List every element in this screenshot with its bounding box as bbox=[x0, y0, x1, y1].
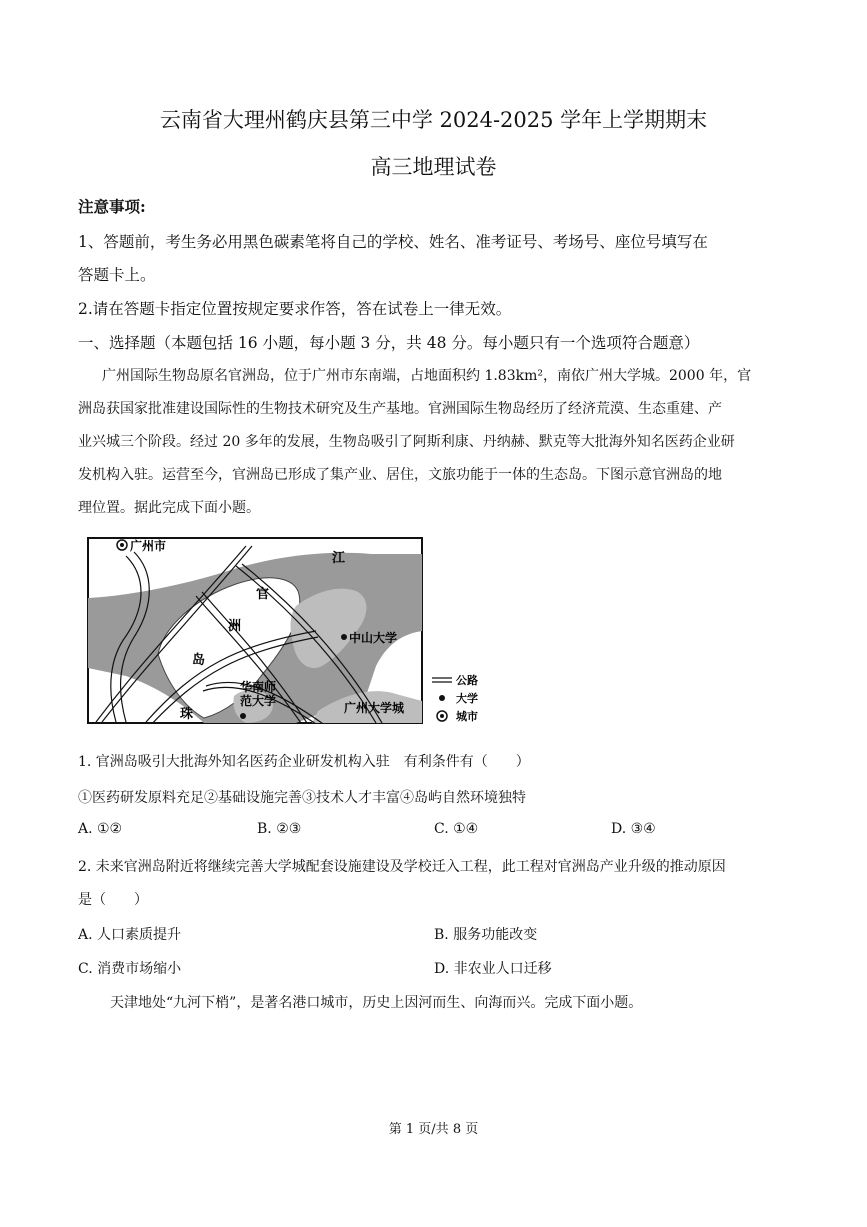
legend-city: 城市 bbox=[456, 710, 478, 723]
notice-heading: 注意事项: bbox=[78, 197, 146, 216]
scnu-dot bbox=[240, 713, 246, 719]
exam-title-line2: 高三地理试卷 bbox=[370, 155, 497, 179]
page-number: 第 1 页/共 8 页 bbox=[388, 1122, 479, 1137]
section1-heading: 一、选择题（本题包括 16 小题，每小题 3 分，共 48 分。每小题只有一个选项符合题意） bbox=[78, 334, 700, 352]
q2-option-c: C. 消费市场缩小 bbox=[78, 961, 182, 977]
legend-university: 大学 bbox=[456, 692, 478, 705]
legend-road: 公路 bbox=[456, 674, 478, 687]
notice-item1-line2: 答题卡上。 bbox=[78, 266, 156, 284]
passage-line-2: 洲岛获国家批准建设国际性的生物技术研究及生产基地。官洲国际生物岛经历了经济荒漠、生态重建、产 bbox=[78, 401, 722, 417]
passage-line-3: 业兴城三个阶段。经过 20 多年的发展，生物岛吸引了阿斯利康、丹纳赫、默克等大批海外知名医药企业研 bbox=[78, 434, 735, 450]
q2-option-d: D. 非农业人口迁移 bbox=[434, 961, 552, 977]
notice-item2: 2.请在答题卡指定位置按规定要求作答，答在试卷上一律无效。 bbox=[78, 300, 512, 318]
guanzhou-island-map bbox=[86, 536, 488, 728]
q2-option-b: B. 服务功能改变 bbox=[434, 927, 538, 943]
passage-line-1: 广州国际生物岛原名官洲岛，位于广州市东南端，占地面积约 1.83km²，南依广州大学城。2000 年，官 bbox=[102, 368, 752, 384]
q2-option-a: A. 人口素质提升 bbox=[78, 927, 182, 943]
tianjin-intro: 天津地处“九河下梢”，是著名港口城市，历史上因河而生、向海而兴。完成下面小题。 bbox=[110, 995, 643, 1011]
label-scnu-line1: 华南师 bbox=[240, 680, 277, 694]
map-legend bbox=[432, 673, 478, 723]
passage-line-4: 发机构入驻。运营至今，官洲岛已形成了集产业、居住，文旅功能于一体的生态岛。下图示意官洲岛的地 bbox=[78, 467, 722, 483]
label-guan: 官 bbox=[256, 587, 270, 602]
q1-option-c: C. ①④ bbox=[434, 821, 479, 837]
label-guangzhou-city: 广州市 bbox=[130, 539, 167, 553]
label-zhu: 珠 bbox=[180, 707, 194, 722]
q1-stem: 1. 官洲岛吸引大批海外知名医药企业研发机构入驻 有利条件有（ ） bbox=[78, 754, 530, 770]
q1-option-a: A. ①② bbox=[78, 821, 123, 837]
exam-title-line1: 云南省大理州鹤庆县第三中学 2024-2025 学年上学期期末 bbox=[159, 108, 708, 132]
notice-item1-line1: 1、答题前，考生务必用黑色碳素笔将自己的学校、姓名、准考证号、考场号、座位号填写在 bbox=[78, 233, 708, 251]
q2-stem-line1: 2. 未来官洲岛附近将继续完善大学城配套设施建设及学校迁入工程，此工程对官洲岛产业升级的推动原因 bbox=[78, 859, 726, 875]
label-jiang: 江 bbox=[332, 551, 346, 566]
q1-option-b: B. ②③ bbox=[257, 821, 302, 837]
label-dao: 岛 bbox=[192, 653, 206, 668]
passage-line-5: 理位置。据此完成下面小题。 bbox=[78, 500, 260, 516]
label-zhou: 洲 bbox=[228, 619, 242, 634]
label-university-city: 广州大学城 bbox=[344, 701, 405, 715]
label-scnu-line2: 范大学 bbox=[240, 694, 277, 708]
label-sysu: 中山大学 bbox=[349, 631, 398, 645]
q1-items: ①医药研发原料充足②基础设施完善③技术人才丰富④岛屿自然环境独特 bbox=[78, 790, 526, 806]
q2-stem-line2: 是（ ） bbox=[78, 892, 148, 908]
q1-option-d: D. ③④ bbox=[611, 821, 656, 837]
sysu-dot bbox=[341, 634, 347, 640]
